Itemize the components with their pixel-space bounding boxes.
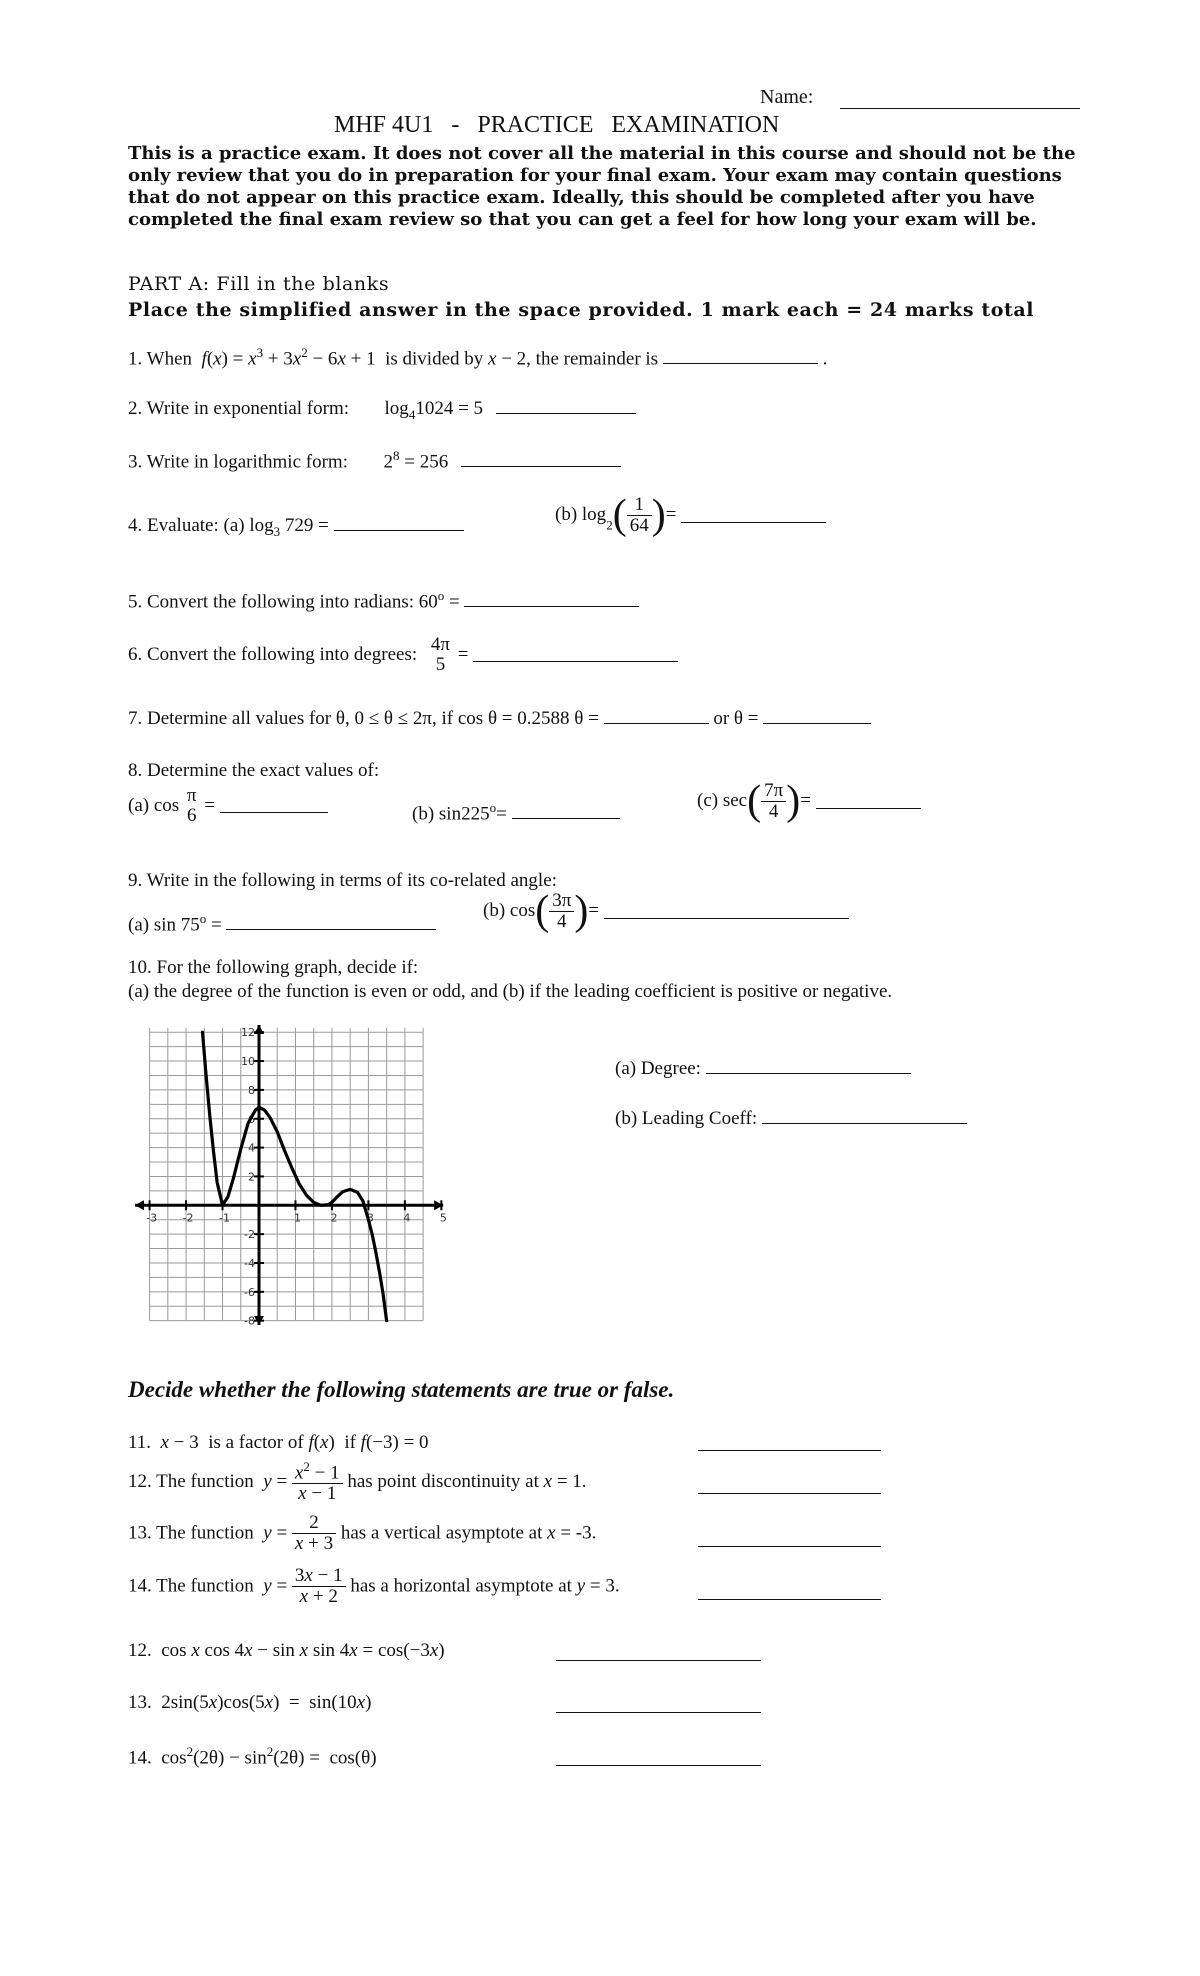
x-tick-label: 3	[366, 1211, 374, 1225]
answer-blank-10b[interactable]	[762, 1109, 967, 1124]
answer-blank-7a[interactable]	[604, 709, 709, 724]
answer-blank-9a[interactable]	[226, 915, 436, 930]
tf-blank-13b[interactable]	[556, 1698, 761, 1713]
tf-blank-14[interactable]	[698, 1585, 881, 1600]
tf-blank-11[interactable]	[698, 1436, 881, 1451]
tf-item-14b: 14. $\cos^2(2\theta) - \sin^2(2\theta) = \cos(\theta)$	[128, 1744, 377, 1769]
tf-item-12b: 12. cos x cos 4x − sin x sin 4x = cos(−3x)	[128, 1640, 445, 1661]
answer-blank-1[interactable]	[663, 349, 818, 364]
y-tick-label: 8	[248, 1083, 255, 1097]
tf-item-14: 14. The function y = $\frac{3x - 1}{x + 2}$ has a horizontal asymptote at y = 3.	[128, 1565, 620, 1607]
question-9b: (b) cos( $\frac{3\pi}{4}$ )=	[483, 890, 849, 932]
tf-blank-13[interactable]	[698, 1532, 881, 1547]
answer-blank-4b[interactable]	[681, 508, 826, 523]
y-tick-label: 2	[248, 1170, 255, 1184]
x-tick-label: -2	[182, 1211, 194, 1225]
polynomial-graph	[135, 1025, 447, 1328]
question-5: 5. Convert the following into radians: $60^o$ =	[128, 588, 639, 613]
question-10-line1: 10. For the following graph, decide if:	[128, 957, 419, 978]
x-tick-label: 1	[293, 1211, 301, 1225]
question-10b: (b) Leading Coeff:	[615, 1108, 967, 1130]
y-tick-label: -2	[244, 1228, 255, 1242]
answer-blank-6[interactable]	[473, 647, 678, 662]
question-10a: (a) Degree:	[615, 1058, 911, 1080]
tf-blank-12[interactable]	[698, 1479, 881, 1494]
y-tick-label: 10	[241, 1055, 255, 1069]
question-3: 3. Write in logarithmic form: $2^8 = 256$	[128, 448, 621, 473]
y-tick-label: -8	[244, 1314, 255, 1328]
part-a-subheading: Place the simplified answer in the space provided. 1 mark each = 24 marks total	[128, 299, 1035, 321]
answer-blank-2[interactable]	[496, 399, 636, 414]
question-8c: (c) sec( $\frac{7\pi}{4}$ )=	[697, 780, 921, 822]
answer-blank-7b[interactable]	[763, 709, 871, 724]
answer-blank-4a[interactable]	[334, 516, 464, 531]
x-axis-left-arrow	[135, 1200, 144, 1210]
question-10-line2: (a) the degree of the function is even or odd, and (b) if the leading coefficient is positive or negative.	[128, 981, 893, 1002]
page-title: MHF 4U1 - PRACTICE EXAMINATION	[334, 112, 780, 138]
question-8: 8. Determine the exact values of:	[128, 760, 380, 781]
question-9a: (a) $\sin 75^o$ =	[128, 911, 436, 936]
x-tick-label: -3	[146, 1211, 158, 1225]
answer-blank-3[interactable]	[461, 452, 621, 467]
tf-item-13b: 13. 2sin(5x)cos(5x) = sin(10x)	[128, 1692, 372, 1713]
question-7: 7. Determine all values for θ, 0 ≤ θ ≤ 2π, if cos θ = 0.2588 θ = or θ =	[128, 708, 871, 730]
x-tick-label: 2	[330, 1211, 338, 1225]
y-tick-label: 4	[248, 1141, 255, 1155]
y-tick-label: 12	[241, 1026, 255, 1040]
answer-blank-8b[interactable]	[512, 804, 620, 819]
true-false-heading: Decide whether the following statements are true or false.	[128, 1377, 675, 1402]
question-4b: (b) $\log_2$( $\frac{1}{64}$ )=	[555, 494, 826, 536]
part-a-heading: PART A: Fill in the blanks	[128, 273, 390, 295]
y-tick-label: 6	[248, 1112, 255, 1126]
question-2: 2. Write in exponential form: $\log_41024 = 5$	[128, 398, 636, 423]
tf-item-12: 12. The function y = $\frac{x^2 - 1}{x - 1}$ has point discontinuity at x = 1.	[128, 1459, 587, 1505]
x-tick-label: 4	[403, 1211, 411, 1225]
intro-paragraph: This is a practice exam. It does not cover all the material in this course and should not be the only review that you do in preparation for your final exam. Your exam may contain questions that do not appear on this practice exam. Ideally, this should be completed after you have completed the final exam review so that you can get a feel for how long your exam will be.	[128, 143, 1076, 230]
x-tick-label: -1	[219, 1211, 231, 1225]
answer-blank-5[interactable]	[464, 592, 639, 607]
name-label: Name:	[760, 86, 814, 108]
question-9: 9. Write in the following in terms of its co-related angle:	[128, 870, 557, 891]
x-tick-label: 5	[439, 1211, 447, 1225]
tf-blank-14b[interactable]	[556, 1751, 761, 1766]
tf-item-13: 13. The function y = $\frac{2}{x + 3}$ has a vertical asymptote at x = -3.	[128, 1512, 597, 1554]
question-1: 1. When $f(x) = x^3 + 3x^2 - 6x + 1$ is divided by x − 2, the remainder is .	[128, 345, 828, 370]
question-6: 6. Convert the following into degrees: 4π 5 =	[128, 635, 678, 675]
answer-blank-10a[interactable]	[706, 1059, 911, 1074]
tf-blank-12b[interactable]	[556, 1646, 761, 1661]
question-4a: 4. Evaluate: (a) $\log_3 729$ =	[128, 515, 464, 540]
y-tick-label: -4	[244, 1256, 255, 1270]
name-field[interactable]	[840, 88, 1080, 109]
tf-item-11: 11. x − 3 is a factor of f(x) if f(−3) = 0	[128, 1432, 429, 1453]
answer-blank-8a[interactable]	[220, 798, 328, 813]
question-8b: (b) $\sin 225^o=$	[412, 800, 620, 825]
answer-blank-8c[interactable]	[816, 794, 921, 809]
question-8a: (a) cos π 6 =	[128, 786, 328, 826]
answer-blank-9b[interactable]	[604, 904, 849, 919]
y-tick-label: -6	[244, 1285, 255, 1299]
